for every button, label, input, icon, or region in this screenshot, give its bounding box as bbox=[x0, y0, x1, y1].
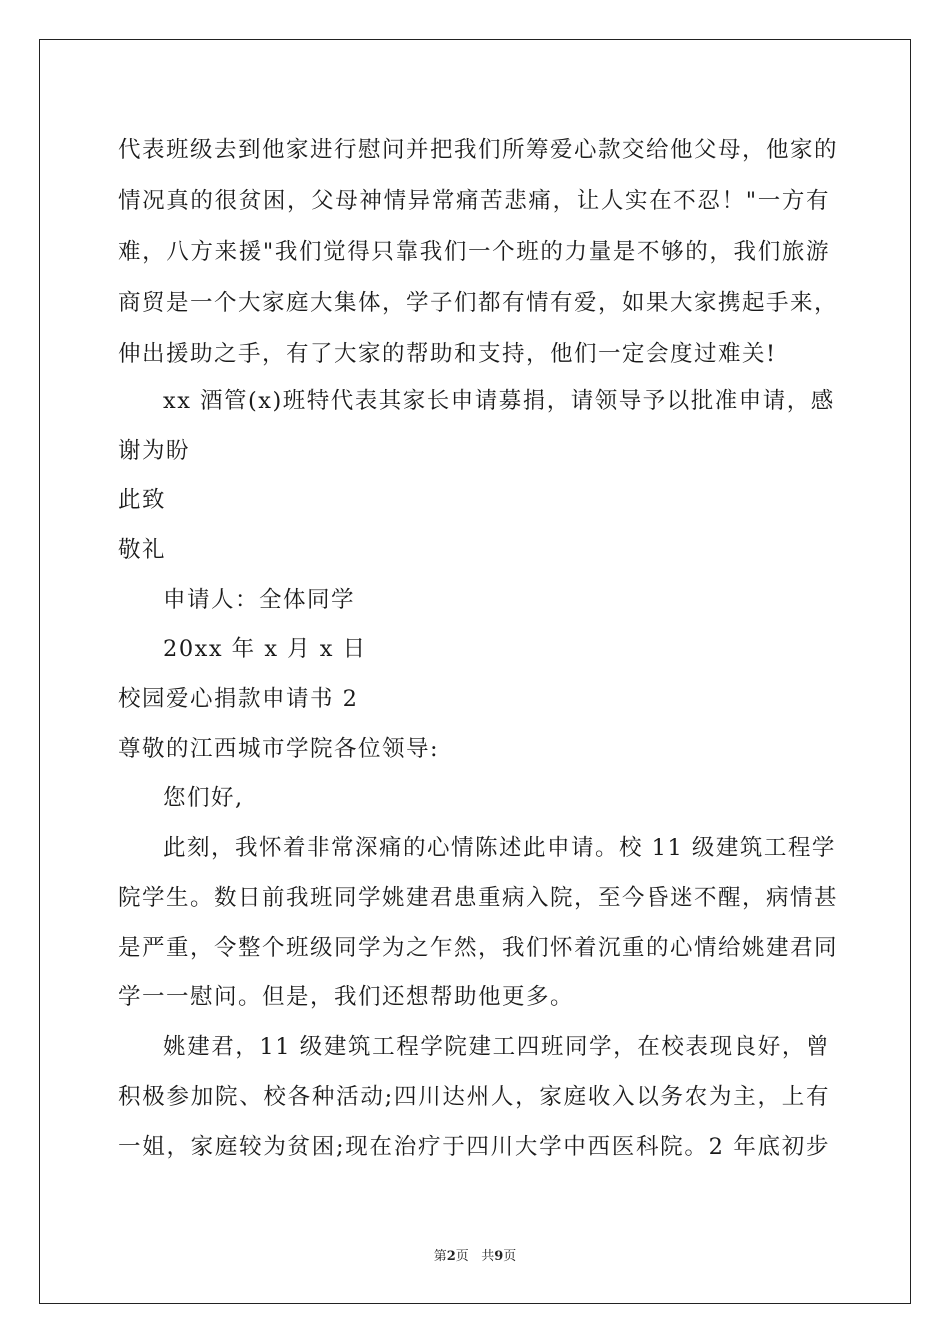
footer-suffix: 页 bbox=[503, 1249, 517, 1264]
body-line: 一姐，家庭较为贫困;现在治疗于四川大学中西医科院。2 年底初步 bbox=[118, 1134, 830, 1160]
body-line: 院学生。数日前我班同学姚建君患重病入院，至今昏迷不醒，病情甚 bbox=[118, 885, 839, 911]
body-line: 姚建君，11 级建筑工程学院建工四班同学，在校表现良好，曾 bbox=[163, 1034, 830, 1060]
footer-prefix: 第 bbox=[433, 1249, 447, 1264]
body-line: xx 酒管(x)班特代表其家长申请募捐，请领导予以批准申请，感 bbox=[163, 388, 835, 414]
body-line: 是严重，令整个班级同学为之乍然，我们怀着沉重的心情给姚建君同 bbox=[118, 935, 839, 961]
closing-line: 敬礼 bbox=[118, 537, 167, 563]
section-title: 校园爱心捐款申请书 2 bbox=[118, 686, 359, 712]
body-line: 此刻，我怀着非常深痛的心情陈述此申请。校 11 级建筑工程学 bbox=[163, 835, 836, 861]
body-line: 代表班级去到他家进行慰问并把我们所筹爱心款交给他父母，他家的 bbox=[118, 137, 839, 163]
page-footer bbox=[0, 1245, 950, 1264]
total-page-number: 9 bbox=[494, 1249, 504, 1264]
body-line: 伸出援助之手，有了大家的帮助和支持，他们一定会度过难关! bbox=[118, 341, 777, 367]
current-page-number: 2 bbox=[446, 1249, 456, 1264]
page-border bbox=[39, 39, 911, 1304]
body-line: 商贸是一个大家庭大集体，学子们都有情有爱，如果大家携起手来， bbox=[118, 290, 839, 316]
closing-line: 此致 bbox=[118, 487, 167, 513]
body-line: 谢为盼 bbox=[118, 438, 191, 464]
body-line: 积极参加院、校各种活动;四川达州人，家庭收入以务农为主，上有 bbox=[118, 1084, 830, 1110]
salutation-line: 尊敬的江西城市学院各位领导: bbox=[118, 736, 440, 762]
body-line: 学一一慰问。但是，我们还想帮助他更多。 bbox=[118, 984, 575, 1010]
greeting-line: 您们好, bbox=[163, 785, 244, 811]
date-line: 20xx 年 x 月 x 日 bbox=[163, 636, 367, 662]
footer-mid: 页 共 bbox=[455, 1249, 495, 1264]
body-line: 情况真的很贫困，父母神情异常痛苦悲痛，让人实在不忍！"一方有 bbox=[118, 188, 830, 214]
signature-line: 申请人：全体同学 bbox=[163, 587, 356, 613]
body-line: 难，八方来援"我们觉得只靠我们一个班的力量是不够的，我们旅游 bbox=[118, 239, 830, 265]
